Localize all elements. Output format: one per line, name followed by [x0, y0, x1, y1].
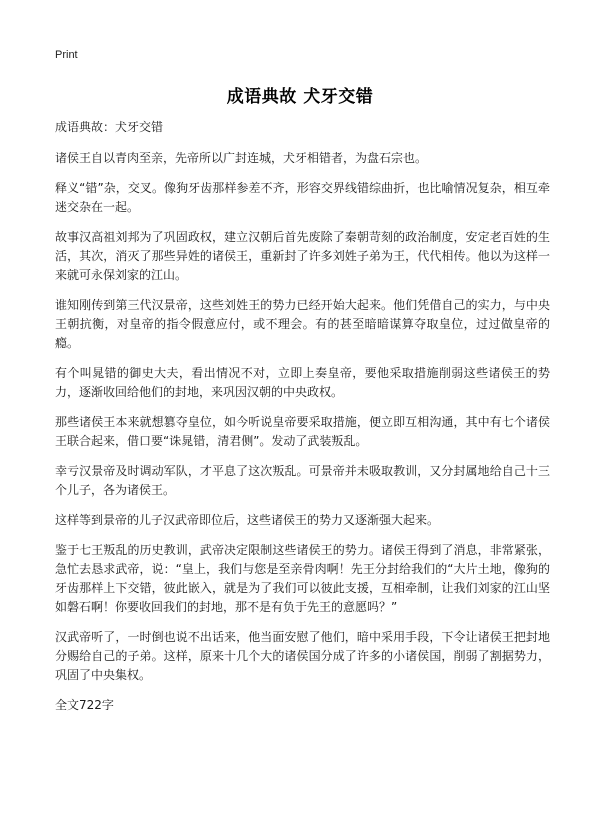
idiom-heading: 成语典故：犬牙交错 [55, 120, 164, 134]
story-paragraph: 故事汉高祖刘邦为了巩固政权，建立汉朝后首先废除了秦朝苛刻的政治制度，安定老百姓的生活，其次，消灭了那些异姓的诸侯王，重新封了许多刘姓子弟为王，代代相传。他以为这样一来就可永保刘家的江山。 [55, 230, 550, 282]
print-link[interactable]: Print [55, 49, 78, 61]
story-paragraph: 有个叫晁错的御史大夫，看出情况不对，立即上奏皇帝，要他采取措施削弱这些诸侯王的势力，逐渐收回给他们的封地，来巩因汉朝的中央政权。 [55, 366, 550, 399]
story-paragraph: 谁知刚传到第三代汉景帝，这些刘姓王的势力已经开始大起来。他们凭借自己的实力，与中央王朝抗衡，对皇帝的指令假意应付，或不理会。有的甚至暗暗谋算夺取皇位，过过做皇帝的瘾。 [55, 298, 550, 350]
story-paragraph: 幸亏汉景帝及时调动军队，才平息了这次叛乱。可景帝并未吸取教训，又分封属地给自己十三个儿子，各为诸侯王。 [55, 464, 550, 497]
word-count: 全文722字 [55, 698, 114, 712]
story-paragraph: 这样等到景帝的儿子汉武帝即位后，这些诸侯王的势力又逐渐强大起来。 [55, 513, 440, 527]
article-body [55, 118, 550, 715]
definition-paragraph: 释义“错”杂，交叉。像狗牙齿那样参差不齐，形容交界线错综曲折，也比喻情况复杂，相互牵迷交杂在一起。 [55, 181, 550, 214]
story-paragraph: 鉴于七王叛乱的历史教训，武帝决定限制这些诸侯王的势力。诸侯王得到了消息，非常紧张，急忙去恳求武帝，说：“皇上，我们与您是至亲骨肉啊！先王分封给我们的“大片土地，像狗的牙齿那样上下交错，彼此嵌入，就是为了我们可以彼此支援，互相牵制，让我们刘家的江山坚如磐石啊！你要收回我们的封地，那不是有负于先王的意愿吗？” [55, 543, 550, 614]
article-title: 成语典故 犬牙交错 [226, 87, 374, 107]
story-paragraph: 那些诸侯王本来就想篡夺皇位，如今听说皇帝要采取措施，便立即互相沟通，其中有七个诸侯王联合起来，借口要“诛晁错，清君侧”。发动了武装叛乱。 [55, 415, 550, 448]
source-quote: 诸侯王自以青肉至亲，先帝所以广封连城，犬牙相错者，为盘石宗也。 [55, 151, 428, 165]
story-paragraph: 汉武帝听了，一时倒也说不出话来，他当面安慰了他们，暗中采用手段，下令让诸侯王把封地分赐给自己的子弟。这样，原来十几个大的诸侯国分成了许多的小诸侯国，削弱了割据势力，巩固了中央集权。 [55, 630, 550, 682]
